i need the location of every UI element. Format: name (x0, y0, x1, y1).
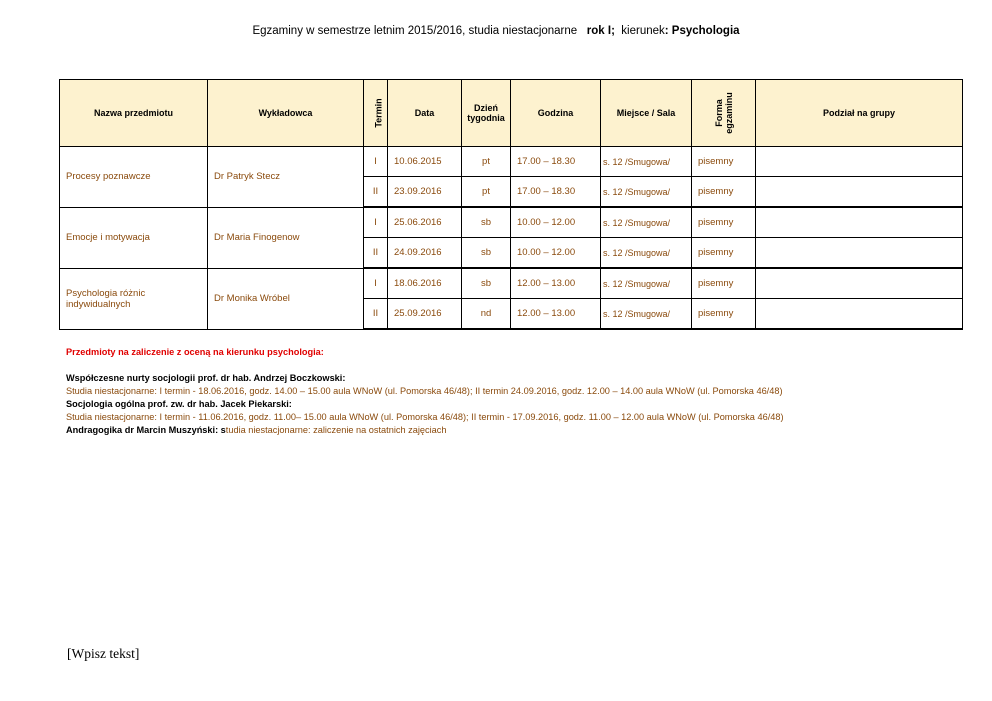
hour-cell: 12.00 – 13.00 (511, 299, 601, 330)
form-cell: pisemny (692, 177, 756, 208)
subject-cell: Emocje i motywacja (60, 207, 208, 268)
place-cell: s. 12 /Smugowa/ (601, 268, 692, 299)
groups-cell (756, 177, 963, 208)
note-item-name: Andragogika dr Marcin Muszyński: s (66, 425, 226, 435)
place-cell: s. 12 /Smugowa/ (601, 207, 692, 238)
header-place: Miejsce / Sala (601, 80, 692, 147)
lecturer-cell: Dr Patryk Stecz (208, 147, 364, 208)
footer-placeholder: [Wpisz tekst] (67, 646, 140, 661)
term-cell: II (364, 299, 388, 330)
page-title (0, 25, 992, 37)
note-item-detail: tudia niestacjonarne: zaliczenie na ostatnich zajęciach (225, 425, 447, 435)
notes-heading: Przedmioty na zaliczenie z oceną na kierunku psychologia: (66, 347, 324, 357)
day-cell: sb (462, 207, 511, 238)
place-cell: s. 12 /Smugowa/ (601, 299, 692, 330)
pass-subjects-notes (66, 346, 784, 437)
date-cell: 25.09.2016 (388, 299, 462, 330)
header-groups: Podział na grupy (756, 80, 963, 147)
lecturer-cell: Dr Monika Wróbel (208, 268, 364, 329)
note-item-name: Socjologia ogólna prof. zw. dr hab. Jacek Piekarski: (66, 399, 292, 409)
day-cell: sb (462, 268, 511, 299)
title-field-label: kierunek (621, 25, 665, 37)
place-cell: s. 12 /Smugowa/ (601, 147, 692, 177)
header-hour: Godzina (511, 80, 601, 147)
groups-cell (756, 268, 963, 299)
date-cell: 25.06.2016 (388, 207, 462, 238)
hour-cell: 10.00 – 12.00 (511, 238, 601, 269)
header-weekday: Dzień tygodnia (462, 80, 511, 147)
exam-schedule-table (59, 79, 963, 330)
title-field-value: : Psychologia (664, 25, 740, 37)
hour-cell: 17.00 – 18.30 (511, 147, 601, 177)
table-header-row (60, 80, 963, 147)
form-cell: pisemny (692, 299, 756, 330)
day-cell: nd (462, 299, 511, 330)
table-row (60, 268, 963, 299)
title-prefix: Egzaminy w semestrze letnim 2015/2016, studia niestacjonarne (252, 25, 578, 37)
groups-cell (756, 299, 963, 330)
groups-cell (756, 147, 963, 177)
hour-cell: 10.00 – 12.00 (511, 207, 601, 238)
form-cell: pisemny (692, 268, 756, 299)
term-cell: I (364, 147, 388, 177)
header-term: Termin (364, 80, 388, 147)
date-cell: 23.09.2016 (388, 177, 462, 208)
day-cell: pt (462, 147, 511, 177)
date-cell: 18.06.2016 (388, 268, 462, 299)
groups-cell (756, 238, 963, 269)
hour-cell: 12.00 – 13.00 (511, 268, 601, 299)
date-cell: 10.06.2015 (388, 147, 462, 177)
form-cell: pisemny (692, 238, 756, 269)
place-cell: s. 12 /Smugowa/ (601, 177, 692, 208)
header-date: Data (388, 80, 462, 147)
note-item-detail: Studia niestacjonarne: I termin - 11.06.2016, godz. 11.00– 15.00 aula WNoW (ul. Pomorska 46/48); II termin - 17.09.2016, godz. 11.00 – 12.00 aula WNoW (ul. Pomorska 46/48) (66, 412, 784, 422)
day-cell: pt (462, 177, 511, 208)
table-row (60, 207, 963, 238)
place-cell: s. 12 /Smugowa/ (601, 238, 692, 269)
form-cell: pisemny (692, 207, 756, 238)
subject-cell: Psychologia różnic indywidualnych (60, 268, 208, 329)
lecturer-cell: Dr Maria Finogenow (208, 207, 364, 268)
term-cell: II (364, 177, 388, 208)
hour-cell: 17.00 – 18.30 (511, 177, 601, 208)
subject-cell: Procesy poznawcze (60, 147, 208, 208)
groups-cell (756, 207, 963, 238)
term-cell: I (364, 268, 388, 299)
term-cell: I (364, 207, 388, 238)
date-cell: 24.09.2016 (388, 238, 462, 269)
header-form: Forma egzaminu (692, 80, 756, 147)
term-cell: II (364, 238, 388, 269)
note-item-detail: Studia niestacjonarne: I termin - 18.06.2016, godz. 14.00 – 15.00 aula WNoW (ul. Pomorska 46/48); II termin 24.09.2016, godz. 12.00 – 14.00 aula WNoW (ul. Pomorska 46/48) (66, 386, 783, 396)
header-lecturer: Wykładowca (208, 80, 364, 147)
note-item-last (66, 424, 784, 437)
title-year: rok I; (586, 25, 615, 37)
header-subject: Nazwa przedmiotu (60, 80, 208, 147)
day-cell: sb (462, 238, 511, 269)
form-cell: pisemny (692, 147, 756, 177)
note-item-name: Współczesne nurty socjologii prof. dr hab. Andrzej Boczkowski: (66, 373, 346, 383)
table-row (60, 147, 963, 177)
